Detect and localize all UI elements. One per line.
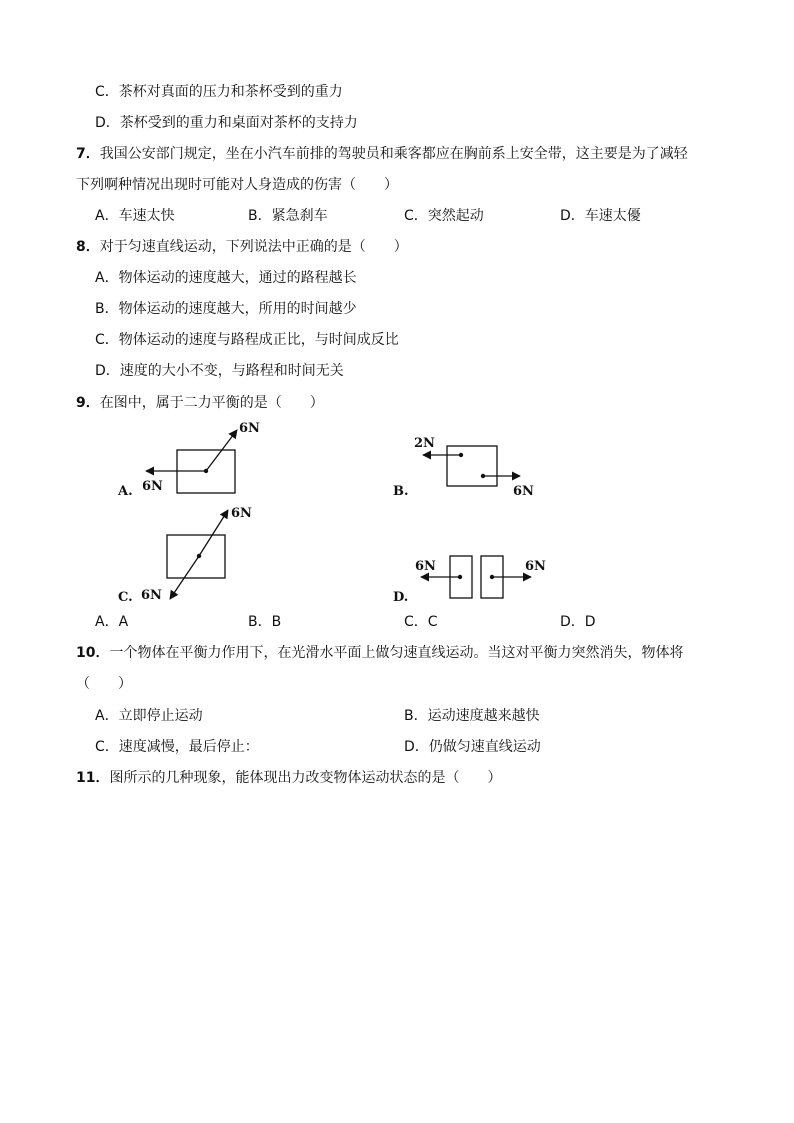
- q7-stem-text1: 我国公安部门规定，坐在小汽车前排的驾驶员和乘客都应在胸前系上安全带，这主要是为了减轻: [99, 146, 688, 162]
- q10-number: 10．: [76, 645, 110, 661]
- fig-b-force1-label: 2N: [414, 436, 435, 451]
- q7-option-a: A．车速太快: [95, 208, 175, 224]
- q7-number: 7．: [76, 146, 100, 162]
- fig-d-force1-label: 6N: [415, 559, 436, 574]
- q10-option-a: A．立即停止运动: [95, 708, 203, 724]
- fig-c-force-up: [199, 510, 228, 556]
- fig-c-force1-label: 6N: [231, 506, 252, 521]
- q9-stem-text: 在图中，属于二力平衡的是（ ）: [99, 395, 324, 411]
- q9-figure-svg: [110, 418, 570, 608]
- q9-option-a: A．A: [95, 614, 129, 630]
- q8-option-c: C．物体运动的速度与路程成正比，与时间成反比: [95, 332, 399, 348]
- q9-stem: [76, 393, 324, 413]
- q9-number: 9．: [76, 395, 100, 411]
- q7-option-b: B．紧急刹车: [248, 208, 328, 224]
- q11-stem: [76, 768, 501, 788]
- q6-option-c: C．茶杯对真面的压力和茶杯受到的重力: [95, 84, 343, 100]
- q11-number: 11．: [76, 770, 110, 786]
- q8-option-a: A．物体运动的速度越大，通过的路程越长: [95, 270, 357, 286]
- fig-b-label: B.: [393, 484, 409, 499]
- q6-option-d: D．茶杯受到的重力和桌面对茶杯的支持力: [95, 115, 358, 131]
- fig-b-force2-label: 6N: [513, 484, 534, 499]
- q7-option-c: C．突然起动: [404, 208, 484, 224]
- fig-d-force2-label: 6N: [525, 559, 546, 574]
- fig-c-force2-label: 6N: [141, 588, 162, 603]
- q8-option-b: B．物体运动的速度越大，所用的时间越少: [95, 301, 357, 317]
- fig-a-force2-label: 6N: [142, 479, 163, 494]
- q10-option-c: C．速度减慢，最后停止：: [95, 739, 259, 755]
- q8-number: 8．: [76, 239, 100, 255]
- q7-option-d: D．车速太優: [560, 208, 641, 224]
- q9-option-c: C．C: [404, 614, 438, 630]
- fig-a: [117, 421, 260, 499]
- q10-stem-text1: 一个物体在平衡力作用下，在光滑水平面上做匀速直线运动。当这对平衡力突然消失，物体将: [109, 645, 684, 661]
- fig-c-label: C.: [118, 590, 133, 605]
- q8-option-d: D．速度的大小不变，与路程和时间无关: [95, 363, 344, 379]
- fig-a-force1-label: 6N: [239, 421, 260, 436]
- q10-stem-line2: （ ）: [76, 676, 132, 692]
- q9-option-b: B．B: [248, 614, 282, 630]
- q10-option-d: D．仍做匀速直线运动: [404, 739, 541, 755]
- q11-stem-text: 图所示的几种现象，能体现出力改变物体运动状态的是（ ）: [109, 770, 502, 786]
- q10-stem-line1: [76, 643, 683, 663]
- q8-stem-text: 对于匀速直线运动，下列说法中正确的是（ ）: [99, 239, 408, 255]
- fig-c-box: [167, 535, 225, 578]
- q8-stem: [76, 237, 408, 257]
- fig-d-label: D.: [393, 590, 409, 605]
- q7-stem-line1: [76, 144, 688, 164]
- q9-figure: [110, 418, 570, 612]
- q10-option-b: B．运动速度越来越快: [404, 708, 540, 724]
- fig-b: [393, 436, 534, 499]
- fig-d: [393, 556, 546, 605]
- q7-stem-line2: 下列啊种情况出现时可能对人身造成的伤害（ ）: [76, 177, 398, 193]
- fig-c: [118, 506, 252, 605]
- fig-a-label: A.: [118, 484, 133, 499]
- fig-b-box: [447, 446, 497, 486]
- q9-option-d: D．D: [560, 614, 596, 630]
